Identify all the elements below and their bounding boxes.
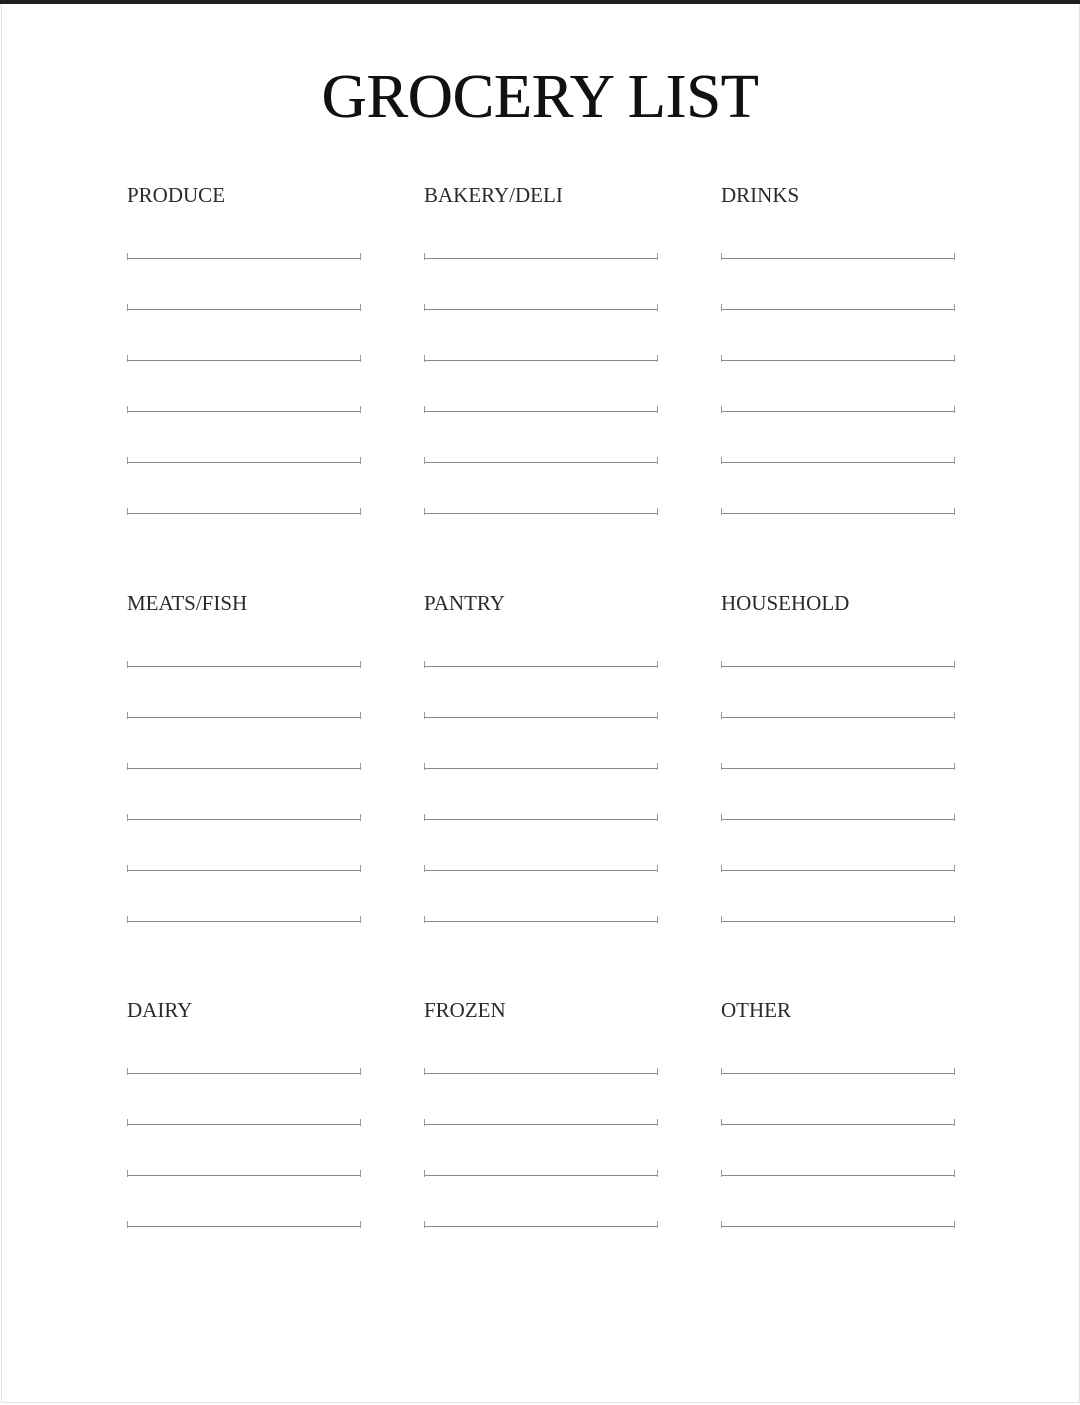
section-label: HOUSEHOLD — [721, 591, 850, 615]
write-in-line — [424, 819, 658, 820]
write-in-line — [127, 768, 361, 769]
write-in-line — [424, 411, 658, 412]
write-in-line — [721, 258, 955, 259]
write-in-line — [127, 513, 361, 514]
write-in-line — [424, 1226, 658, 1227]
page-title: GROCERY LIST — [321, 63, 759, 131]
write-in-line — [424, 921, 658, 922]
section-label: PRODUCE — [127, 183, 226, 207]
write-in-line — [721, 1175, 955, 1176]
section-label: BAKERY/DELI — [424, 183, 563, 207]
write-in-line — [127, 666, 361, 667]
write-in-line — [127, 360, 361, 361]
write-in-line — [424, 1073, 658, 1074]
write-in-line — [424, 870, 658, 871]
write-in-line — [424, 666, 658, 667]
write-in-line — [127, 1175, 361, 1176]
write-in-line — [721, 870, 955, 871]
write-in-line — [721, 1073, 955, 1074]
write-in-line — [424, 717, 658, 718]
write-in-line — [127, 819, 361, 820]
write-in-line — [721, 768, 955, 769]
write-in-line — [721, 1226, 955, 1227]
section-label: PANTRY — [424, 591, 505, 615]
write-in-line — [424, 360, 658, 361]
write-in-line — [424, 768, 658, 769]
write-in-line — [127, 258, 361, 259]
section-label: MEATS/FISH — [127, 591, 248, 615]
write-in-line — [721, 819, 955, 820]
write-in-line — [127, 1226, 361, 1227]
write-in-line — [127, 309, 361, 310]
write-in-line — [721, 360, 955, 361]
write-in-line — [721, 921, 955, 922]
write-in-line — [127, 870, 361, 871]
write-in-line — [127, 921, 361, 922]
write-in-line — [721, 513, 955, 514]
write-in-line — [127, 717, 361, 718]
section-label: DRINKS — [721, 183, 800, 207]
section-label: DAIRY — [127, 998, 193, 1022]
write-in-line — [721, 462, 955, 463]
write-in-line — [127, 1073, 361, 1074]
write-in-line — [721, 666, 955, 667]
write-in-line — [424, 1124, 658, 1125]
write-in-line — [424, 513, 658, 514]
write-in-line — [127, 411, 361, 412]
write-in-line — [721, 411, 955, 412]
write-in-line — [424, 462, 658, 463]
write-in-line — [127, 1124, 361, 1125]
write-in-line — [424, 1175, 658, 1176]
write-in-line — [721, 309, 955, 310]
write-in-line — [721, 1124, 955, 1125]
write-in-line — [424, 309, 658, 310]
write-in-line — [721, 717, 955, 718]
write-in-line — [127, 462, 361, 463]
write-in-line — [424, 258, 658, 259]
page-sheet — [1, 4, 1080, 1403]
section-label: FROZEN — [424, 998, 506, 1022]
section-label: OTHER — [721, 998, 791, 1022]
